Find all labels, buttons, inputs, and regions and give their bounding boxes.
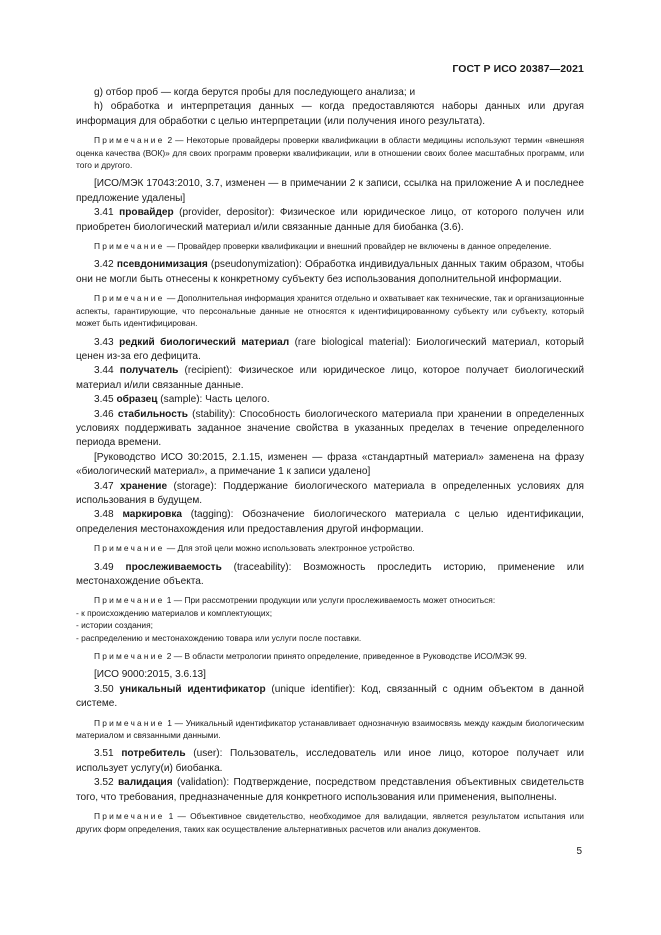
term-3-41: [76, 206, 584, 235]
list-item: - к происхождению материалов и комплектующих;: [76, 607, 273, 618]
term-3-52: [76, 776, 584, 805]
term-number: 3.52: [94, 777, 114, 789]
note-label: Примечание: [94, 595, 165, 606]
term-3-48: [76, 508, 584, 537]
term-3-44: [76, 364, 584, 393]
note-label: Примечание: [94, 717, 165, 728]
note-text: 1 — Объективное свидетельство, необходимое для валидации, является результатом испытания или других форм определения, таких как осуществление альтернативных расчетов или анализ документов.: [76, 811, 584, 834]
page-number: 5: [576, 846, 582, 857]
term-definition: (pseudonymization): Обработка индивидуальных данных таким образом, чтобы они не могли быть отнесены к конкретному субъекту без использования дополнительной информации.: [76, 259, 584, 285]
term-number: 3.41: [94, 207, 114, 219]
term-3-50: [76, 683, 584, 712]
note-3-42: [76, 292, 584, 329]
term-definition: (traceability): Возможность проследить историю, применение или местонахождение объекта.: [76, 561, 584, 587]
note-3-50: [76, 717, 584, 742]
note-text: 2 — В области метрологии принято определение, приведенное в Руководстве ИСО/МЭК 99.: [164, 651, 527, 662]
note-3-41: [76, 240, 584, 252]
list-item: - истории создания;: [76, 620, 153, 631]
term-3-47: [76, 480, 584, 509]
term-definition: (user): Пользователь, исследователь или иное лицо, которое получает или использует услугу(и) биобанка.: [76, 748, 584, 774]
term-title: маркировка: [122, 509, 183, 521]
term-title: прослеживаемость: [125, 561, 222, 573]
term-definition: (recipient): Физическое или юридическое лицо, которое получает биологический материал и/или связанные данные.: [76, 365, 584, 391]
note-text: — Провайдер проверки квалификации и внешний провайдер не включены в данное определение.: [164, 241, 552, 252]
term-title: уникальный идентификатор: [119, 683, 266, 695]
term-number: 3.50: [94, 683, 114, 695]
term-title: получатель: [119, 365, 179, 377]
term-title: хранение: [120, 480, 168, 492]
note-label: Примечание: [94, 543, 165, 554]
term-definition: (unique identifier): Код, связанный с одним объектом в данной системе.: [76, 683, 584, 710]
note-3-48: [76, 542, 584, 554]
note-text: 1 — Уникальный идентификатор устанавливает однозначную взаимосвязь между каждым биологическим материалом и связанными данными.: [76, 717, 584, 741]
term-title: редкий биологический материал: [119, 336, 290, 348]
document-body: [76, 86, 584, 835]
item-g: g) отбор проб — когда берутся пробы для последующего анализа; и: [94, 87, 416, 98]
note-3-52: [76, 810, 584, 835]
note-3-49-1: [76, 594, 584, 606]
term-definition: (stability): Способность биологического материала при хранении в определенных условиях поддерживать заданное значение свойства в указанных пределах в течение определенного периода времени.: [76, 408, 584, 449]
note-text: 2 — Некоторые провайдеры проверки квалификации в области медицины используют термин «внешняя оценка качества (ВОК)» для своих программ проверки квалификации, или в отношении своих более масштабных программ, или того и другого.: [76, 135, 584, 171]
note-text: — Для этой цели можно использовать электронное устройство.: [164, 543, 415, 554]
term-definition: (provider, depositor): Физическое или юридическое лицо, от которого получен или приобретен биологический материал и/или связанные данные для биобанка (3.6).: [76, 207, 584, 233]
note-text: 1 — При рассмотрении продукции или услуги прослеживаемость может относиться:: [164, 595, 496, 606]
term-number: 3.45: [94, 394, 114, 406]
document-number-header: ГОСТ Р ИСО 20387—2021: [452, 63, 584, 75]
term-definition: (tagging): Обозначение биологического материала с целью идентификации, определения местонахождения или предоставления другой информации.: [76, 509, 584, 535]
term-title: псевдонимизация: [116, 259, 208, 271]
note-label: Примечание: [94, 241, 165, 252]
reference-17043: [ИСО/МЭК 17043:2010, 3.7, изменен — в примечании 2 к записи, ссылка на приложение А и последнее предложение удалены]: [76, 178, 584, 204]
term-title: потребитель: [121, 748, 186, 760]
term-number: 3.46: [94, 408, 114, 420]
term-3-45: [76, 393, 584, 407]
term-title: провайдер: [119, 207, 174, 219]
term-number: 3.43: [94, 336, 114, 348]
reference-guide-30: [Руководство ИСО 30:2015, 2.1.15, изменен — фраза «стандартный материал» заменена на фразу «биологический материал», а примечание 1 к записи удалено]: [76, 451, 584, 478]
term-number: 3.44: [94, 365, 114, 377]
term-definition: (storage): Поддержание биологического материала в определенных условиях для использования в будущем.: [76, 480, 584, 506]
term-number: 3.48: [94, 509, 114, 521]
term-number: 3.51: [94, 748, 114, 760]
reference-9000: [ИСО 9000:2015, 3.6.13]: [94, 669, 206, 681]
term-title: стабильность: [117, 408, 188, 420]
note-label: Примечание: [94, 293, 165, 304]
note-label: Примечание: [94, 135, 165, 146]
list-item: - распределению и местонахождению товара или услуги после поставки.: [76, 632, 362, 643]
term-number: 3.49: [94, 561, 114, 573]
term-title: образец: [116, 394, 158, 406]
note-3-49-2: [76, 650, 584, 662]
term-definition: (sample): Часть целого.: [157, 394, 270, 406]
term-3-46: [76, 408, 584, 451]
term-3-43: [76, 336, 584, 365]
note-text: — Дополнительная информация хранится отдельно и охватывает как технические, так и организационные аспекты, гарантирующие, что персональные данные не относятся к идентифицированному субъекту или субъекту, который может быть идентифицирован.: [76, 293, 584, 329]
note-label: Примечание: [94, 651, 165, 662]
item-h: h) обработка и интерпретация данных — когда предоставляются наборы данных или другая информация для обработки с целью интерпретации (или получения иного результата).: [76, 101, 584, 127]
note-proficiency-testing: [76, 134, 584, 171]
term-3-42: [76, 258, 584, 287]
term-definition: (validation): Подтверждение, посредством представления объективных свидетельств того, что требования, предназначенные для конкретного использования или применения, выполнены.: [76, 777, 584, 803]
term-number: 3.47: [94, 480, 114, 492]
term-number: 3.42: [94, 259, 114, 271]
term-title: валидация: [118, 777, 173, 789]
term-3-51: [76, 747, 584, 776]
term-definition: (rare biological material): Биологический материал, который ценен из-за его дефицита.: [76, 336, 584, 362]
note-label: Примечание: [94, 811, 165, 822]
term-3-49: [76, 561, 584, 590]
